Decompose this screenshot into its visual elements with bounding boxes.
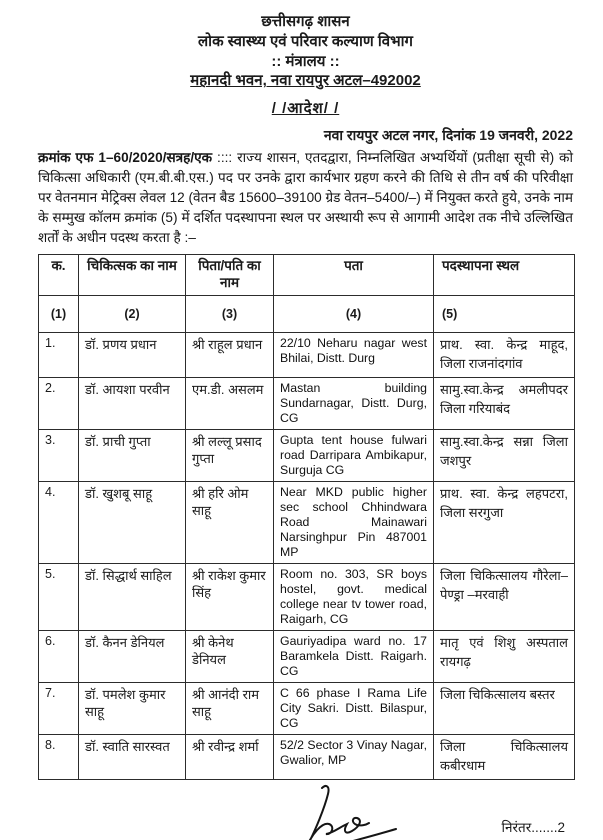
- father-name-cell: श्री आनंदी राम साहू: [186, 682, 274, 734]
- order-paragraph: [38, 148, 573, 247]
- table-row: [39, 630, 575, 682]
- serial-cell: 3.: [39, 429, 79, 481]
- doctor-name-cell: डॉ. पमलेश कुमार साहू: [79, 682, 186, 734]
- serial-cell: 1.: [39, 333, 79, 378]
- col-header-father: पिता/पति का नाम: [186, 255, 274, 296]
- col-header-doctor: चिकित्सक का नाम: [79, 255, 186, 296]
- table-row: [39, 429, 575, 481]
- handwritten-signature: [276, 782, 426, 840]
- serial-cell: 7.: [39, 682, 79, 734]
- father-name-cell: श्री रवीन्द्र शर्मा: [186, 734, 274, 779]
- serial-cell: 5.: [39, 563, 79, 630]
- address-cell: 22/10 Neharu nagar west Bhilai, Distt. Durg: [274, 333, 434, 378]
- table-row: [39, 682, 575, 734]
- table-header-row: [39, 255, 575, 296]
- col-header-address: पता: [274, 255, 434, 296]
- father-name-cell: श्री केनेथ डेनियल: [186, 630, 274, 682]
- serial-cell: 6.: [39, 630, 79, 682]
- col-number-5: (5): [434, 296, 575, 333]
- doctor-name-cell: डॉ. स्वाति सारस्वत: [79, 734, 186, 779]
- posting-cell: जिला चिकित्सालय कबीरधाम: [434, 734, 575, 779]
- col-number-4: (4): [274, 296, 434, 333]
- header-address: महानदी भवन, नवा रायपुर अटल–492002: [190, 72, 421, 90]
- address-cell: Gauriyadipa ward no. 17 Baramkela Distt. Raigarh. CG: [274, 630, 434, 682]
- table-body: [39, 333, 575, 779]
- signature-icon: [276, 782, 426, 840]
- serial-cell: 4.: [39, 481, 79, 563]
- doctor-name-cell: डॉ. प्राची गुप्ता: [79, 429, 186, 481]
- address-cell: Gupta tent house fulwari road Darripara Ambikapur, Surguja CG: [274, 429, 434, 481]
- order-title: / /आदेश/ /: [271, 100, 340, 118]
- col-number-1: (1): [39, 296, 79, 333]
- posting-cell: जिला चिकित्सालय बस्तर: [434, 682, 575, 734]
- table-row: [39, 734, 575, 779]
- address-cell: Mastan building Sundarnagar, Distt. Durg, CG: [274, 377, 434, 429]
- doctor-name-cell: डॉ. आयशा परवीन: [79, 377, 186, 429]
- posting-table: [38, 254, 575, 779]
- continuation-note: निरंतर.......2: [501, 819, 565, 835]
- col-number-2: (2): [79, 296, 186, 333]
- date-line: नवा रायपुर अटल नगर, दिनांक 19 जनवरी, 2022: [323, 127, 573, 144]
- father-name-cell: एम.डी. असलम: [186, 377, 274, 429]
- father-name-cell: श्री हरि ओम साहू: [186, 481, 274, 563]
- serial-cell: 8.: [39, 734, 79, 779]
- table-row: [39, 481, 575, 563]
- posting-cell: सामु.स्वा.केन्द्र सन्ना जिला जशपुर: [434, 429, 575, 481]
- address-cell: C 66 phase I Rama Life City Sakri. Distt. Bilaspur, CG: [274, 682, 434, 734]
- header-ministry: :: मंत्रालय ::: [271, 52, 340, 70]
- header-department: लोक स्वास्थ्य एवं परिवार कल्याण विभाग: [198, 32, 413, 50]
- table-row: [39, 333, 575, 378]
- doctor-name-cell: डॉ. सिद्धार्थ साहिल: [79, 563, 186, 630]
- posting-cell: सामु.स्वा.केन्द्र अमलीपदर जिला गरियाबंद: [434, 377, 575, 429]
- doctor-name-cell: डॉ. खुशबू साहू: [79, 481, 186, 563]
- posting-cell: प्राथ. स्वा. केन्द्र लहपटरा, जिला सरगुजा: [434, 481, 575, 563]
- document-footer: [38, 780, 573, 840]
- posting-cell: मातृ एवं शिशु अस्पताल रायगढ़: [434, 630, 575, 682]
- address-cell: Room no. 303, SR boys hostel, govt. medical college near tv tower road, Raigarh, CG: [274, 563, 434, 630]
- col-header-sno: क.: [39, 255, 79, 296]
- column-number-row: [39, 296, 575, 333]
- doctor-name-cell: डॉ. कैनन डेनियल: [79, 630, 186, 682]
- serial-cell: 2.: [39, 377, 79, 429]
- posting-cell: जिला चिकित्सालय गौरेला–पेण्ड्रा –मरवाही: [434, 563, 575, 630]
- father-name-cell: श्री लल्लू प्रसाद गुप्ता: [186, 429, 274, 481]
- document-header: [38, 12, 573, 91]
- address-cell: 52/2 Sector 3 Vinay Nagar, Gwalior, MP: [274, 734, 434, 779]
- col-header-posting: पदस्थापना स्थल: [434, 255, 575, 296]
- doctor-name-cell: डॉ. प्रणय प्रधान: [79, 333, 186, 378]
- address-cell: Near MKD public higher sec school Chhindwara Road Mainawari Narsinghpur Pin 487001 MP: [274, 481, 434, 563]
- header-government: छत्तीसगढ़ शासन: [261, 13, 350, 30]
- table-row: [39, 563, 575, 630]
- father-name-cell: श्री राहूल प्रधान: [186, 333, 274, 378]
- table-row: [39, 377, 575, 429]
- posting-cell: प्राथ. स्वा. केन्द्र माहूद, जिला राजनांदगांव: [434, 333, 575, 378]
- col-number-3: (3): [186, 296, 274, 333]
- order-number: क्रमांक एफ 1–60/2020/सत्रह/एक: [38, 150, 213, 166]
- father-name-cell: श्री राकेश कुमार सिंह: [186, 563, 274, 630]
- order-body-text: :::: राज्य शासन, एतदद्वारा, निम्नलिखित अभ्यर्थियों (प्रतीक्षा सूची से) को चिकित्सा अधिकारी (एम.बी.बी.एस.) पद पर उनके द्वारा कार्यभार ग्रहण करने की तिथि से तीन वर्ष की परिवीक्षा पर वेतनमान मेट्रिक्स लेवल 12 (वेतन बैड 15600–39100 ग्रेड वेतन–5400/–) में नियुक्त करते हुये, उनके नाम के सम्मुख कॉलम क्रमांक (5) में दर्शित पदस्थापना स्थल पर अस्थायी रूप से आगामी आदेश तक नीचे उल्लिखित शर्तों के अधीन पदस्थ करता है :–: [38, 150, 573, 245]
